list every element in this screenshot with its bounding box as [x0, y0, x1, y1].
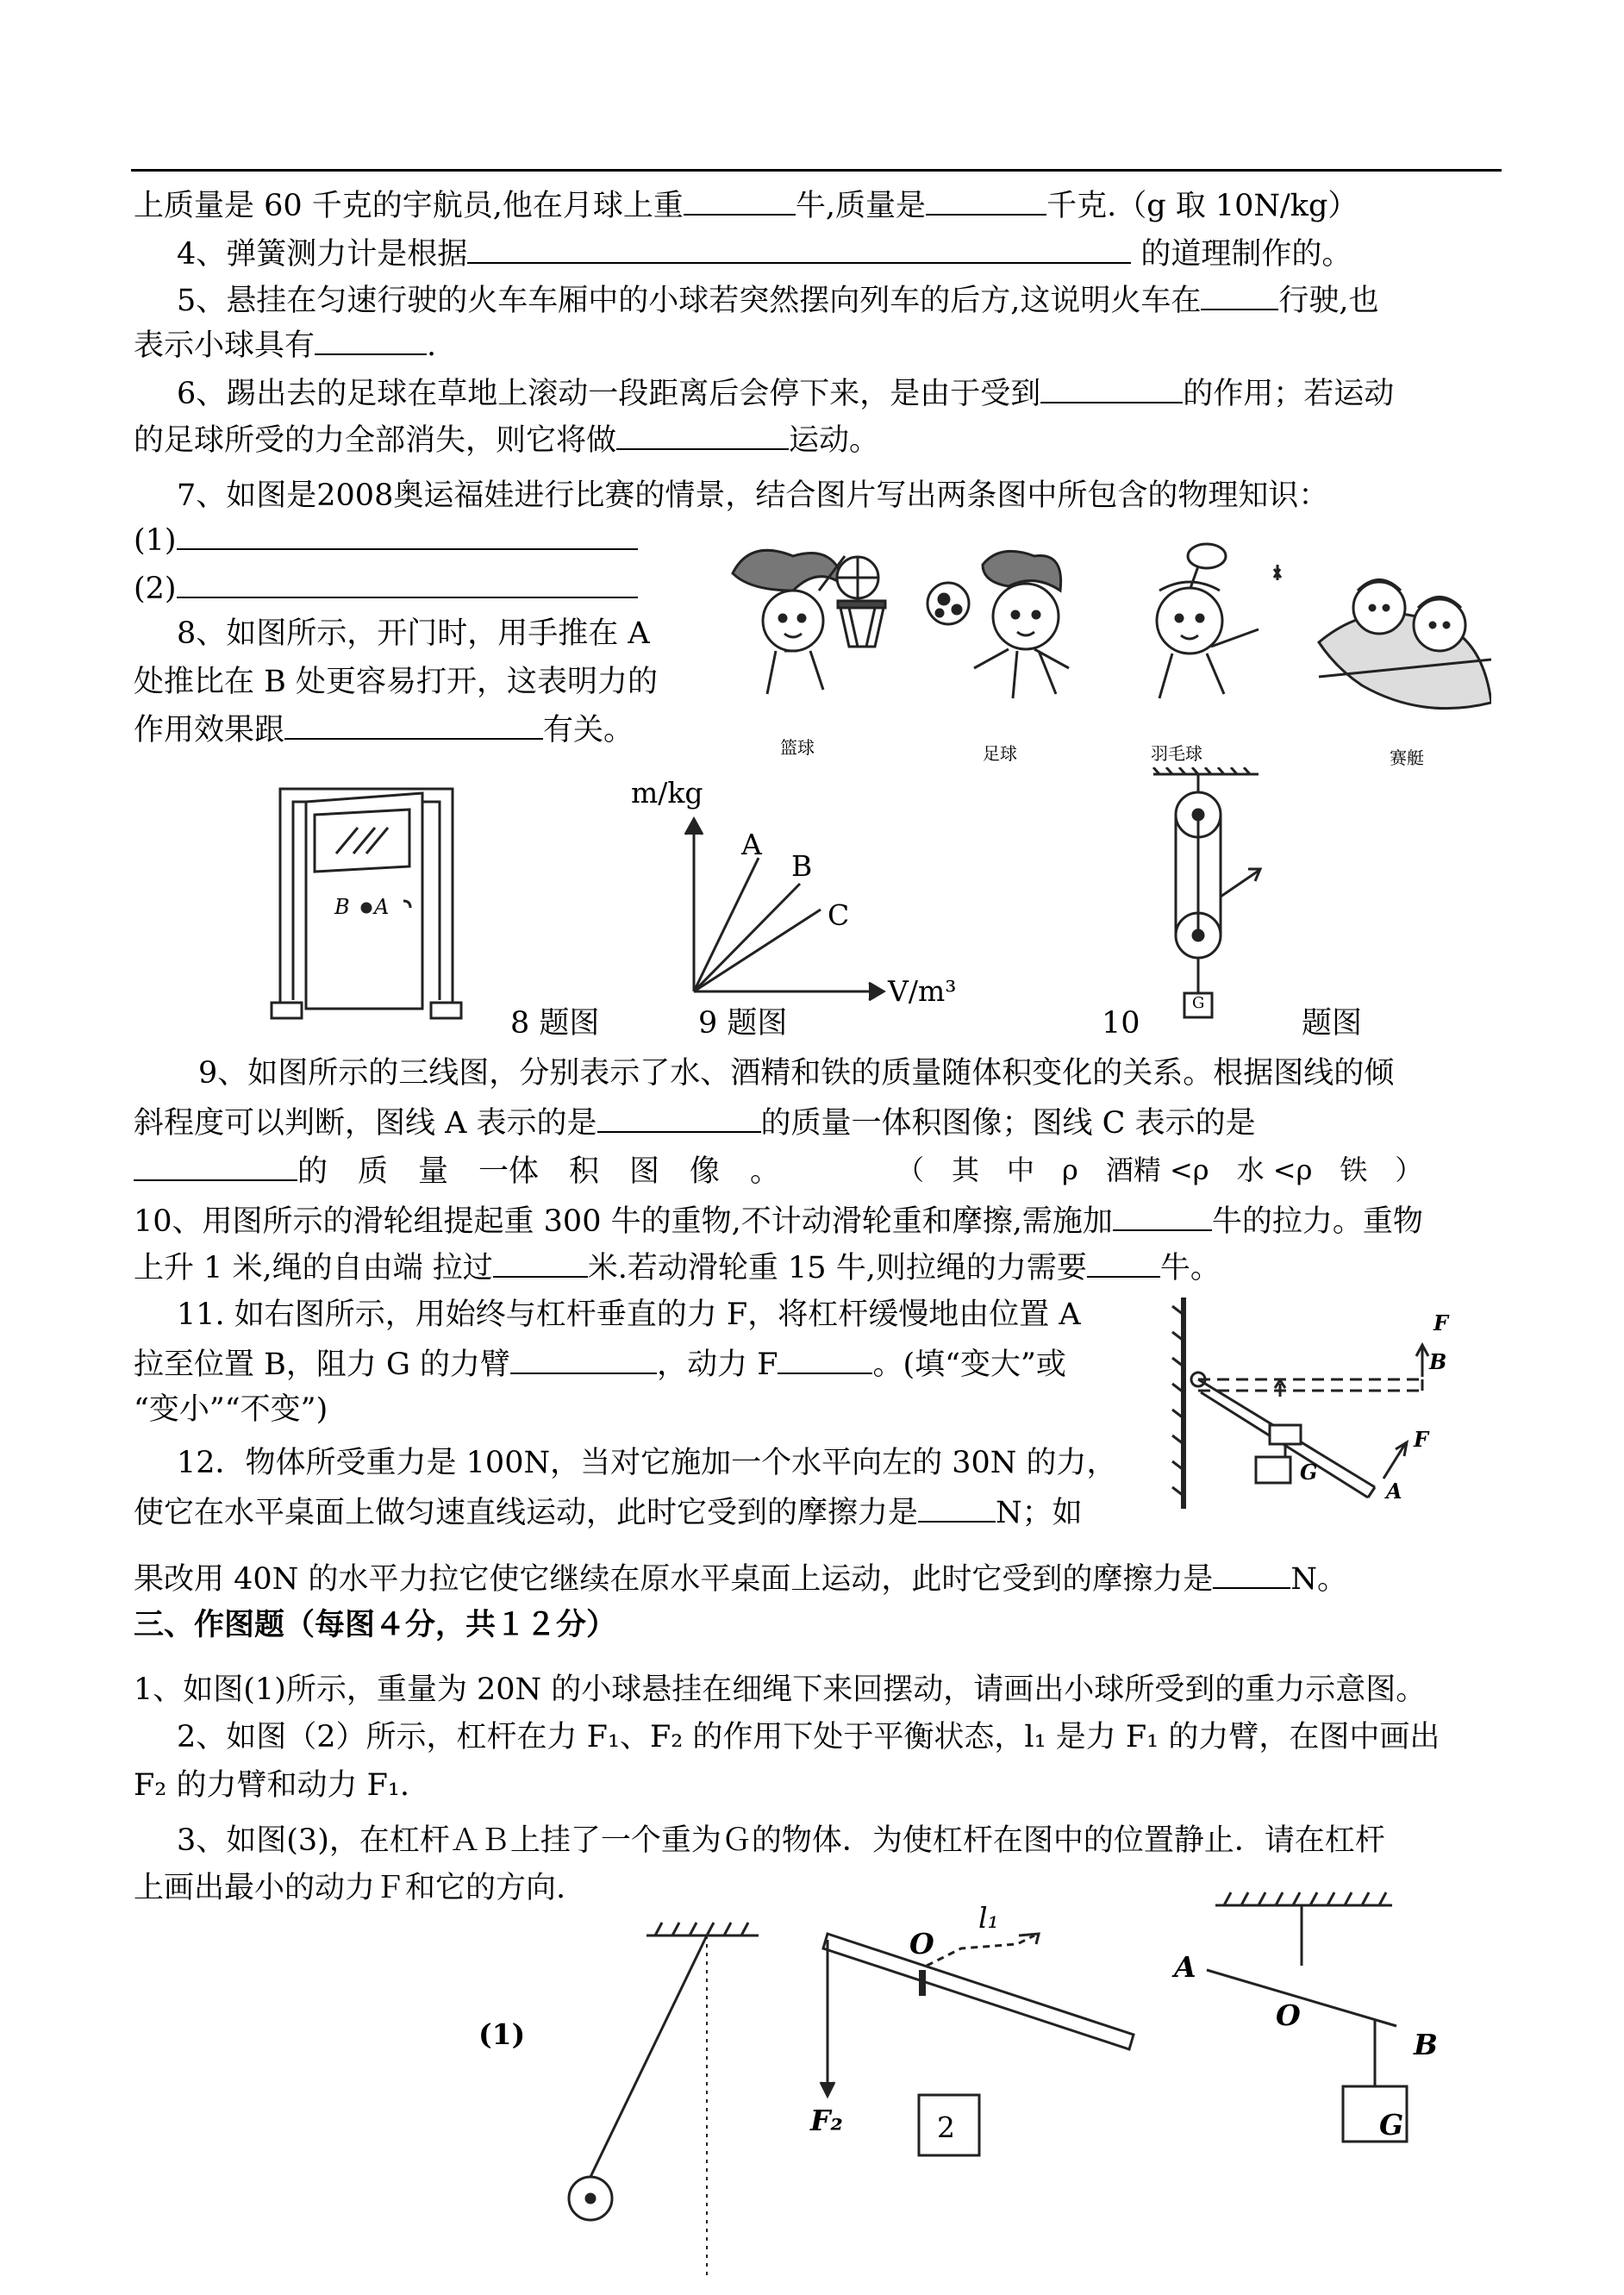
d1-line: 1、如图(1)所示，重量为 20N 的小球悬挂在细绳下来回摆动，请画出小球所受到的重力示意图。 [134, 1673, 1427, 1707]
series-line-B [694, 884, 800, 991]
q10-line1: 10、用图所示的滑轮组提起重 300 牛的重物,不计动滑轮重和摩擦,需施加 牛的拉力。重物 [134, 1198, 1423, 1243]
blank [918, 1490, 996, 1523]
blank [1087, 1245, 1160, 1278]
section-3-title: 三、作图题（每图４分，共１２分） [134, 1608, 617, 1642]
q5-line1: 5、悬挂在匀速行驶的火车车厢中的小球若突然摆向列车的后方,这说明火车在 行驶,也 [177, 278, 1379, 322]
d3-line2: 上画出最小的动力Ｆ和它的方向. [134, 1871, 566, 1905]
fig1-label: (1) [478, 2017, 526, 2051]
q4-line: 4、弹簧测力计是根据 的道理制作的。 [177, 231, 1352, 276]
header-rule [131, 169, 1502, 172]
door-label-b: B [334, 895, 350, 919]
fig3-label-o: O [1276, 1998, 1301, 2032]
fuwa-illustrations [715, 539, 1491, 759]
q11-line1: 11. 如右图所示，用始终与杠杆垂直的力 F，将杠杆缓慢地由位置 A [177, 1298, 1081, 1332]
q3-line: 上质量是 60 千克的宇航员,他在月球上重 牛,质量是 千克.（g 取 10N/kg） [134, 183, 1358, 228]
blank [1213, 1556, 1290, 1589]
y-axis-arrow [685, 819, 703, 835]
blank [284, 707, 543, 740]
d2-line1: 2、如图（2）所示，杠杆在力 F₁、F₂ 的作用下处于平衡状态，l₁ 是力 F₁ 的力臂，在图中画出 [177, 1720, 1440, 1754]
caption-fig8: 8 题图 [510, 1006, 600, 1041]
blank [616, 417, 789, 450]
caption-basketball: 篮球 [780, 737, 815, 758]
blank [1040, 371, 1183, 403]
q12-line1: 12．物体所受重力是 100N，当对它施加一个水平向左的 30N 的力， [177, 1446, 1117, 1480]
q7-answer1: (1) [134, 517, 638, 562]
blank [778, 1341, 872, 1374]
pulley-figure [1146, 767, 1267, 1035]
lever11-label-f-top: F [1433, 1310, 1449, 1335]
q6-line1: 6、踢出去的足球在草地上滚动一段距离后会停下来，是由于受到 的作用；若运动 [177, 371, 1394, 416]
blank [134, 1148, 297, 1181]
d3-line1: 3、如图(3)，在杠杆ＡＢ上挂了一个重为Ｇ的物体．为使杠杆在图中的位置静止．请在杠杆 [177, 1823, 1385, 1858]
pendulum-figure [560, 1905, 776, 2285]
caption-rowing: 赛艇 [1390, 747, 1424, 768]
q12-line3: 果改用 40N 的水平力拉它使它继续在原水平桌面上运动，此时它受到的摩擦力是 N。 [134, 1556, 1347, 1601]
q10-line2: 上升 1 米,绳的自由端 拉过 米.若动滑轮重 15 牛,则拉绳的力需要 牛。 [134, 1245, 1221, 1290]
blank [684, 183, 796, 216]
blank [177, 517, 638, 550]
q7-answer2: (2) [134, 566, 638, 610]
x-axis-arrow [869, 983, 884, 1000]
fuwa-football [928, 551, 1069, 698]
q6-line2: 的足球所受的力全部消失，则它将做 运动。 [134, 417, 879, 462]
caption-fig10-text: 题图 [1302, 1006, 1363, 1041]
lever11-label-g: G [1300, 1460, 1318, 1485]
q9-note: （ 其 中 ρ 酒精 <ρ 水 <ρ 铁 ） [896, 1154, 1423, 1186]
blank [926, 183, 1046, 216]
blank [493, 1245, 588, 1278]
fig2-label-l1: l₁ [978, 1901, 999, 1935]
fuwa-basketball [733, 550, 885, 694]
x-axis-label: V/m³ [888, 974, 957, 1008]
fig2-label-f2: F₂ [810, 2104, 843, 2137]
fig2-label-o: O [909, 1927, 934, 1960]
blank [1113, 1198, 1212, 1231]
q9-line1: 9、如图所示的三线图，分别表示了水、酒精和铁的质量随体积变化的关系。根据图线的倾 [198, 1056, 1395, 1091]
q12-line2: 使它在水平桌面上做匀速直线运动，此时它受到的摩擦力是 N；如 [134, 1490, 1083, 1535]
q7-line: 7、如图是2008奥运福娃进行比赛的情景，结合图片写出两条图中所包含的物理知识： [177, 478, 1329, 513]
q9-line2: 斜程度可以判断，图线 A 表示的是 的质量一体积图像；图线 C 表示的是 [134, 1100, 1256, 1145]
lever11-label-a: A [1386, 1479, 1402, 1504]
lever-figure-2 [793, 1918, 1164, 2194]
series-label-C: C [828, 898, 850, 932]
q9-line3: 的 质 量 一体 积 图 像 。 [134, 1148, 780, 1193]
blank [597, 1100, 761, 1133]
caption-fig10-num: 10 [1102, 1006, 1140, 1041]
caption-badminton: 羽毛球 [1151, 743, 1202, 764]
lever-figure-3 [1190, 1879, 1491, 2224]
lever11-label-b: B [1429, 1349, 1447, 1374]
y-axis-label: m/kg [631, 776, 703, 810]
blank [315, 322, 427, 355]
q11-line3: “变小”“不变”) [134, 1392, 328, 1427]
blank [467, 231, 1131, 264]
q8-line1: 8、如图所示，开门时，用手推在 A [177, 616, 650, 651]
fig2-number: 2 [937, 2111, 955, 2144]
fig3-label-g: G [1379, 2108, 1404, 2142]
lever11-label-f-bottom: F [1414, 1427, 1429, 1452]
q11-line2: 拉至位置 B，阻力 G 的力臂 ，动力 F 。(填“变大”或 [134, 1341, 1066, 1386]
pulley-weight-label: G [1192, 994, 1205, 1012]
caption-football: 足球 [983, 743, 1017, 764]
blank [177, 566, 638, 598]
caption-fig9: 9 题图 [698, 1006, 788, 1041]
series-label-B: B [791, 849, 813, 883]
q5-line2: 表示小球具有 . [134, 322, 436, 367]
fuwa-badminton [1157, 544, 1281, 698]
fig3-label-a: A [1174, 1950, 1196, 1984]
q8-line2: 处推比在 B 处更容易打开，这表明力的 [134, 665, 658, 699]
d2-line2: F₂ 的力臂和动力 F₁. [134, 1768, 410, 1803]
fig3-label-b: B [1414, 2028, 1438, 2061]
blank [1201, 278, 1278, 310]
fuwa-rowing [1319, 580, 1491, 709]
series-label-A: A [741, 828, 762, 861]
door-label-a: A [374, 895, 390, 919]
blank [510, 1341, 657, 1374]
q8-line3: 作用效果跟 有关。 [134, 707, 634, 752]
